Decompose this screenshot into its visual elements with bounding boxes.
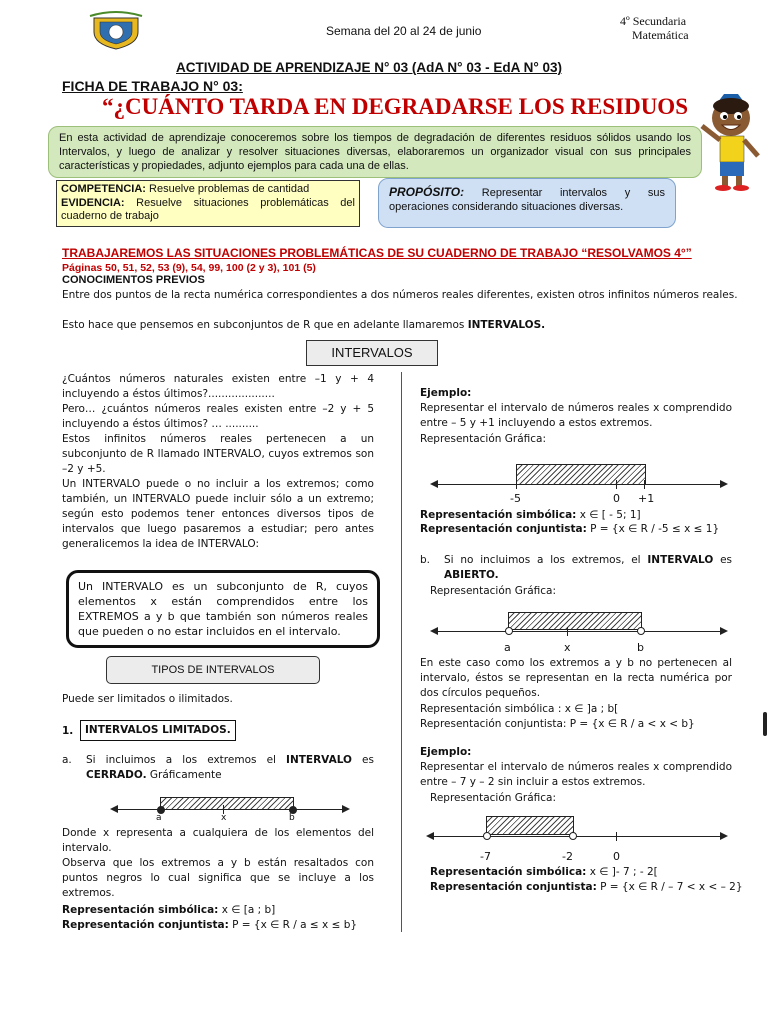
b-rep: Representación Gráfica: (430, 585, 556, 597)
week-text: Semana del 20 al 24 de junio (326, 24, 482, 38)
b-conj (420, 717, 695, 732)
evidencia-label: EVIDENCIA: (61, 196, 125, 209)
label-x: x (564, 641, 571, 654)
ej2-simb-value: x ∈ ]- 7 ; - 2[ (586, 866, 658, 878)
column-divider (401, 372, 402, 932)
subject-text: Matemática (632, 28, 689, 42)
b-simb (420, 702, 618, 717)
b-text-2: es (713, 554, 732, 566)
left-p3: Estos infinitos números reales pertenecen a un subconjunto de R llamado INTERVALO, cuyos extremos son –2 y +5. (62, 433, 374, 475)
competencia-box (56, 180, 360, 227)
work-title: TRABAJAREMOS LAS SITUACIONES PROBLEMÁTICAS DE SU CUADERNO DE TRABAJO “RESOLVAMOS 4°” (62, 246, 692, 260)
simb-value: x ∈ [a ; b] (218, 904, 276, 916)
ej2-title: Ejemplo: (420, 746, 472, 758)
label-a: a (504, 641, 511, 654)
competencia-text: Resuelve problemas de cantidad (145, 183, 310, 195)
school-crest-logo (88, 10, 144, 50)
a-bold-2: CERRADO. (86, 769, 147, 781)
closed-interval-line (110, 796, 350, 826)
ej1-title: Ejemplo: (420, 387, 472, 399)
sheet-title: FICHA DE TRABAJO N° 03: (62, 78, 243, 94)
intro-box: En esta actividad de aprendizaje conoceremos sobre los tiempos de degradación de diferentes residuos sólidos usando los Intervalos, y luego de analizar y resolver situaciones diversas, elaboraremos un organizador visual con sus principales características y propiedades, adjunto ejemplos para cada una de ellas. (48, 126, 702, 178)
conj-value: P = {x ∈ R / a ≤ x ≤ b} (228, 919, 358, 931)
b-letter: b. (420, 554, 431, 566)
ej2-text: Representar el intervalo de números reales x comprendido entre – 7 y – 2 sin incluir a estos extremos. (420, 761, 732, 788)
arrow-right-icon (720, 627, 728, 635)
main-title: “¿CUÁNTO TARDA EN DEGRADARSE LOS RESIDUOS (102, 94, 688, 119)
ej1-rep: Representación Gráfica: (420, 433, 546, 445)
ej1-conj (420, 522, 719, 537)
ej1-conj-value: P = {x ∈ R / -5 ≤ x ≤ 1} (586, 523, 720, 535)
ej1-simb-value: x ∈ [ - 5; 1] (576, 509, 641, 521)
proposito-label: PROPÓSITO: (389, 185, 465, 199)
a-bold-1: INTERVALO (286, 754, 352, 766)
ej2-simb-label: Representación simbólica: (430, 866, 587, 878)
b-bold-2: ABIERTO. (444, 569, 499, 581)
num-1: 1. (62, 725, 74, 737)
ej2-conj-label: Representación conjuntista: (430, 881, 597, 893)
a-text-1: Si incluimos a los extremos el (86, 754, 287, 766)
open-interval-line (430, 610, 730, 656)
label-b: b (289, 813, 295, 823)
competencia-label: COMPETENCIA: (61, 183, 146, 195)
ej2-rep: Representación Gráfica: (430, 792, 556, 804)
endpoint-minus7 (483, 832, 491, 840)
b-paragraph: En este caso como los extremos a y b no pertenecen al intervalo, éstos se representan en la recta numérica por dos círculos pequeños. (420, 657, 732, 699)
b-text-1: Si no incluimos a los extremos, el (444, 554, 648, 566)
left-p2: Pero… ¿cuántos números reales existen entre –2 y + 5 incluyendo a éstos últimos? … .......... (62, 403, 374, 430)
left-conj (62, 918, 357, 933)
limitados-title: INTERVALOS LIMITADOS. (80, 720, 236, 741)
ej1-simb (420, 508, 641, 523)
work-pages: Páginas 50, 51, 52, 53 (9), 54, 99, 100 (2 y 3), 101 (5) (62, 262, 316, 274)
label-b: b (637, 641, 644, 654)
left-p4: Un INTERVALO puede o no incluir a los extremos; como también, un INTERVALO puede incluir sólo a un extremo; según esto podemos tener entonces diversos tipos de intervalos que luego pasaremos a estudiar; pero antes generalicemos la idea de INTERVALO: (62, 478, 374, 550)
example1-line (430, 460, 730, 506)
endpoint-minus2 (569, 832, 577, 840)
b-text (444, 553, 732, 583)
ej1-text: Representar el intervalo de números reales x comprendido entre – 5 y +1 incluyendo a estos extremos. (420, 402, 732, 429)
proposito-text: Representar intervalos y sus operaciones considerando situaciones diversas. (389, 187, 665, 213)
grade-text: 4º Secundaria (620, 14, 687, 28)
prev-text-1: Entre dos puntos de la recta numérica correspondientes a dos números reales diferentes, existen otros infinitos números reales. (62, 289, 738, 301)
intervalos-box: INTERVALOS (306, 340, 438, 366)
endpoint-a (505, 627, 513, 635)
evidencia-text: Resuelve situaciones problemáticas del cuaderno de trabajo (61, 196, 355, 222)
label-a: a (156, 813, 162, 823)
example2-line (426, 814, 730, 864)
endpoint-b (637, 627, 645, 635)
a-text (86, 753, 374, 783)
a-text-2: es (351, 754, 374, 766)
b-conj-label: Representación conjuntista: (420, 718, 567, 730)
prev-title: CONOCIMENTOS PREVIOS (62, 274, 205, 286)
ej2-conj-value: P = {x ∈ R / – 7 < x < – 2} (596, 881, 743, 893)
b-simb-value: : x ∈ ]a ; b[ (554, 703, 619, 715)
label-0: 0 (613, 850, 620, 863)
conj-label: Representación conjuntista: (62, 919, 229, 931)
prev-text-2 (62, 318, 738, 333)
label-minus7: -7 (480, 850, 491, 863)
interval-segment (508, 612, 642, 630)
simb-label: Representación simbólica: (62, 904, 219, 916)
proposito-box (378, 178, 676, 228)
b-simb-label: Representación simbólica (420, 703, 555, 715)
arrow-right-icon (342, 805, 350, 813)
limitados-text: Puede ser limitados o ilimitados. (62, 693, 233, 705)
ej2-simb (430, 865, 658, 880)
left-p6: Observa que los extremos a y b están resaltados con puntos negros lo cual significa que se incluye a los extremos. (62, 857, 374, 899)
tipos-box: TIPOS DE INTERVALOS (106, 656, 320, 684)
ej1-simb-label: Representación simbólica: (420, 509, 577, 521)
activity-title: ACTIVIDAD DE APRENDIZAJE N° 03 (AdA N° 03 - EdA N° 03) (176, 60, 562, 75)
label-minus5: -5 (510, 492, 521, 505)
interval-segment (486, 816, 574, 835)
a-text-3: Gráficamente (146, 769, 222, 781)
b-conj-value: P = {x ∈ R / a < x < b} (566, 718, 695, 730)
prev-text-2a: Esto hace que pensemos en subconjuntos de R que en adelante llamaremos (62, 319, 468, 331)
b-bold-1: INTERVALO (647, 554, 714, 566)
definition-box: Un INTERVALO es un subconjunto de R, cuyos elementos x están comprendidos entre los EXTREMOS a y b que también son números reales que pueden o no estar incluidos en el intervalo. (66, 570, 380, 648)
a-letter: a. (62, 754, 72, 766)
left-p1: ¿Cuántos números naturales existen entre –1 y + 4 incluyendo a éstos últimos?.................... (62, 373, 374, 400)
boy-illustration (698, 92, 766, 192)
arrow-right-icon (720, 480, 728, 488)
left-p5: Donde x representa a cualquiera de los elementos del intervalo. (62, 827, 374, 854)
left-simb (62, 903, 275, 918)
ej2-conj (430, 880, 743, 895)
label-x: x (221, 813, 227, 823)
interval-segment (160, 797, 294, 810)
label-0: 0 (613, 492, 620, 505)
label-plus1: +1 (638, 492, 655, 505)
interval-segment (516, 464, 646, 485)
ej1-conj-label: Representación conjuntista: (420, 523, 587, 535)
prev-text-2b: INTERVALOS. (467, 319, 546, 331)
arrow-right-icon (720, 832, 728, 840)
page-edge-mark (763, 712, 767, 736)
label-minus2: -2 (562, 850, 573, 863)
